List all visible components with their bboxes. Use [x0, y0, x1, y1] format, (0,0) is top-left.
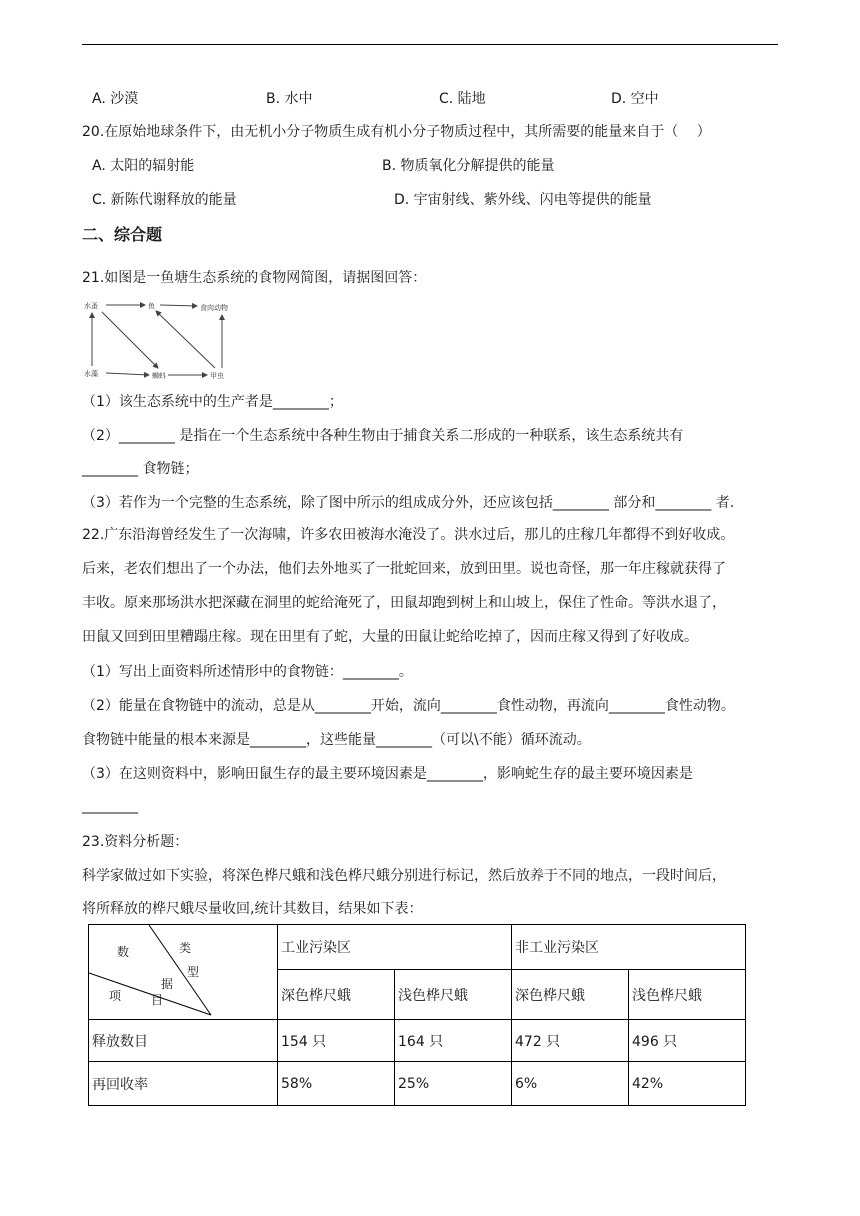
- table-row: [89, 1062, 746, 1106]
- q21-part2a: （2）________ 是指在一个生态系统中各种生物由于捕食关系二形成的一种联系，该生态系统共有: [82, 428, 684, 444]
- q22-line-3: 丰收。原来那场洪水把深藏在洞里的蛇给淹死了，田鼠却跑到树上和山坡上，保住了性命。等洪水退了，: [82, 595, 726, 611]
- header-rule: [82, 44, 778, 45]
- q20-option-c[interactable]: C. 新陈代谢释放的能量: [92, 192, 237, 208]
- q21-stem: 21.如图是一鱼塘生态系统的食物网简图，请据图回答：: [82, 270, 427, 286]
- corner-char-3: 型: [187, 965, 200, 979]
- web-label-tadpole: 蛳蚪: [152, 372, 166, 380]
- q22-part2a: （2）能量在食物链中的流动，总是从________开始，流向________食性动物，再流向________食性动物。: [82, 698, 735, 714]
- table-cell: 58%: [278, 1062, 395, 1106]
- moth-data-table: [88, 924, 746, 1106]
- row-label-release: 释放数目: [89, 1020, 278, 1062]
- table-row: [89, 1020, 746, 1062]
- corner-diagonals: [89, 925, 277, 1019]
- q22-line-2: 后来，老农们想出了一个办法，他们去外地买了一批蛇回来，放到田里。说也奇怪，那一年庄稼就获得了: [82, 561, 726, 577]
- corner-char-5: 项: [109, 989, 122, 1003]
- table-cell: 164 只: [395, 1020, 512, 1062]
- q21-part2b: ________ 食物链；: [82, 461, 199, 477]
- q23-title: 23.资料分析题：: [82, 834, 189, 850]
- q20-option-d[interactable]: D. 宇宙射线、紫外线、闪电等提供的能量: [394, 192, 652, 208]
- q22-line-1: 22.广东沿海曾经发生了一次海啸，许多农田被海水淹没了。洪水过后，那儿的庄稼几年都得不到好收成。: [82, 527, 735, 543]
- table-cell: 6%: [512, 1062, 629, 1106]
- corner-char-4: 据: [161, 977, 174, 991]
- corner-char-6: 目: [151, 993, 164, 1007]
- q22-part1: （1）写出上面资料所述情形中的食物链：________。: [82, 664, 413, 680]
- subheader-2: 浅色桦尺蛾: [395, 970, 512, 1020]
- q20-option-a[interactable]: A. 太阳的辐射能: [92, 158, 195, 174]
- web-label-carnivore: 食肉动物: [200, 304, 228, 312]
- q23-intro-1: 科学家做过如下实验，将深色桦尺蛾和浅色桦尺蛾分别进行标记，然后放养于不同的地点，一段时间后，: [82, 868, 726, 884]
- web-label-fish: 鱼: [148, 302, 155, 310]
- subheader-3: 深色桦尺蛾: [512, 970, 629, 1020]
- subheader-4: 浅色桦尺蛾: [629, 970, 746, 1020]
- food-web-diagram: [82, 298, 252, 380]
- q19-option-a[interactable]: A. 沙漠: [92, 91, 139, 107]
- group-header-nonindustrial: 非工业污染区: [512, 925, 746, 970]
- table-corner-header: [89, 925, 278, 1020]
- q19-option-d[interactable]: D. 空中: [611, 91, 659, 107]
- q19-option-c[interactable]: C. 陆地: [439, 91, 486, 107]
- arrow-beetle-fish: [156, 311, 215, 368]
- q20-option-b[interactable]: B. 物质氧化分解提供的能量: [382, 158, 555, 174]
- table-cell: 25%: [395, 1062, 512, 1106]
- q22-part2b: 食物链中能量的根本来源是________，这些能量________（可以\不能）循环流动。: [82, 732, 591, 748]
- web-label-beetle: 甲虫: [210, 372, 224, 380]
- q22-part3a: （3）在这则资料中，影响田鼠生存的最主要环境因素是________，影响蛇生存的最主要环境因素是: [82, 766, 693, 782]
- q19-option-b[interactable]: B. 水中: [266, 91, 313, 107]
- web-label-shuizao: 水蚤: [84, 302, 98, 310]
- q22-line-4: 田鼠又回到田里糟蹋庄稼。现在田里有了蛇，大量的田鼠让蛇给吃掉了，因而庄稼又得到了好收成。: [82, 629, 698, 645]
- row-label-recapture: 再回收率: [89, 1062, 278, 1106]
- group-header-industrial: 工业污染区: [278, 925, 512, 970]
- q21-part3: （3）若作为一个完整的生态系统，除了图中所示的组成成分外，还应该包括________ 部分和________ 者.: [82, 495, 735, 511]
- arrow-algae-tadpole: [106, 373, 149, 375]
- web-label-algae: 水藻: [84, 370, 98, 378]
- subheader-1: 深色桦尺蛾: [278, 970, 395, 1020]
- q21-part1: （1）该生态系统中的生产者是________；: [82, 394, 343, 410]
- table-cell: 154 只: [278, 1020, 395, 1062]
- section-title: 二、综合题: [82, 225, 163, 244]
- table-cell: 42%: [629, 1062, 746, 1106]
- table-cell: 472 只: [512, 1020, 629, 1062]
- q23-intro-2: 将所释放的桦尺蛾尽量收回,统计其数目，结果如下表：: [82, 901, 423, 917]
- arrow-fish-carnivore: [160, 305, 197, 306]
- table-cell: 496 只: [629, 1020, 746, 1062]
- corner-char-1: 数: [117, 945, 130, 959]
- q22-part3b: ________: [82, 798, 138, 814]
- q20-stem: 20.在原始地球条件下，由无机小分子物质生成有机小分子物质过程中，其所需要的能量来自于（ ）: [82, 124, 711, 140]
- corner-char-2: 类: [179, 941, 192, 955]
- arrow-flea-tadpole: [102, 312, 158, 368]
